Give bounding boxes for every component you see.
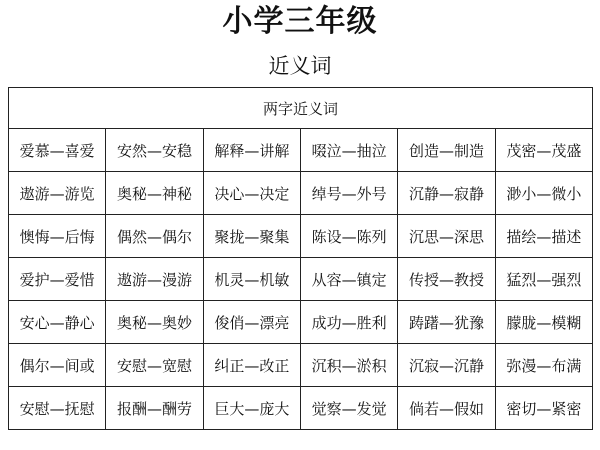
table-cell: 密切—紧密 bbox=[495, 387, 592, 430]
table-cell: 朦胧—模糊 bbox=[495, 301, 592, 344]
table-cell: 踌躇—犹豫 bbox=[398, 301, 495, 344]
table-cell: 觉察—发觉 bbox=[300, 387, 397, 430]
table-row bbox=[9, 387, 593, 430]
table-cell: 沉静—寂静 bbox=[398, 172, 495, 215]
table-cell: 茂密—茂盛 bbox=[495, 129, 592, 172]
table-row bbox=[9, 344, 593, 387]
table-cell: 报酬—酬劳 bbox=[106, 387, 203, 430]
table-cell: 懊悔—后悔 bbox=[9, 215, 106, 258]
table-cell: 陈设—陈列 bbox=[300, 215, 397, 258]
table-cell: 安慰—抚慰 bbox=[9, 387, 106, 430]
table-cell: 成功—胜利 bbox=[300, 301, 397, 344]
table-cell: 偶然—偶尔 bbox=[106, 215, 203, 258]
table-cell: 描绘—描述 bbox=[495, 215, 592, 258]
synonym-table bbox=[8, 87, 593, 430]
table-cell: 聚拢—聚集 bbox=[203, 215, 300, 258]
table-cell: 沉积—淤积 bbox=[300, 344, 397, 387]
table-cell: 遨游—游览 bbox=[9, 172, 106, 215]
table-cell: 机灵—机敏 bbox=[203, 258, 300, 301]
table-row bbox=[9, 215, 593, 258]
table-cell: 从容—镇定 bbox=[300, 258, 397, 301]
table-cell: 安心—静心 bbox=[9, 301, 106, 344]
table-cell: 奥秘—奥妙 bbox=[106, 301, 203, 344]
table-cell: 爱护—爱惜 bbox=[9, 258, 106, 301]
table-header-row bbox=[9, 88, 593, 129]
table-header: 两字近义词 bbox=[9, 88, 593, 129]
table-cell: 创造—制造 bbox=[398, 129, 495, 172]
table-cell: 纠正—改正 bbox=[203, 344, 300, 387]
table-cell: 偶尔—间或 bbox=[9, 344, 106, 387]
table-cell: 传授—教授 bbox=[398, 258, 495, 301]
table-cell: 爱慕—喜爱 bbox=[9, 129, 106, 172]
table-row bbox=[9, 301, 593, 344]
table-cell: 俊俏—漂亮 bbox=[203, 301, 300, 344]
table-cell: 绰号—外号 bbox=[300, 172, 397, 215]
table-row bbox=[9, 172, 593, 215]
table-cell: 猛烈—强烈 bbox=[495, 258, 592, 301]
table-cell: 决心—决定 bbox=[203, 172, 300, 215]
table-cell: 巨大—庞大 bbox=[203, 387, 300, 430]
table-cell: 解释—讲解 bbox=[203, 129, 300, 172]
table-cell: 沉思—深思 bbox=[398, 215, 495, 258]
table-cell: 遨游—漫游 bbox=[106, 258, 203, 301]
table-cell: 啜泣—抽泣 bbox=[300, 129, 397, 172]
table-cell: 倘若—假如 bbox=[398, 387, 495, 430]
table-cell: 渺小—微小 bbox=[495, 172, 592, 215]
page-subtitle: 近义词 bbox=[268, 54, 332, 78]
table-cell: 奥秘—神秘 bbox=[106, 172, 203, 215]
table-cell: 安慰—宽慰 bbox=[106, 344, 203, 387]
table-row bbox=[9, 129, 593, 172]
table-row bbox=[9, 258, 593, 301]
page-title: 小学三年级 bbox=[222, 4, 378, 39]
table-cell: 沉寂—沉静 bbox=[398, 344, 495, 387]
table-cell: 弥漫—布满 bbox=[495, 344, 592, 387]
table-cell: 安然—安稳 bbox=[106, 129, 203, 172]
